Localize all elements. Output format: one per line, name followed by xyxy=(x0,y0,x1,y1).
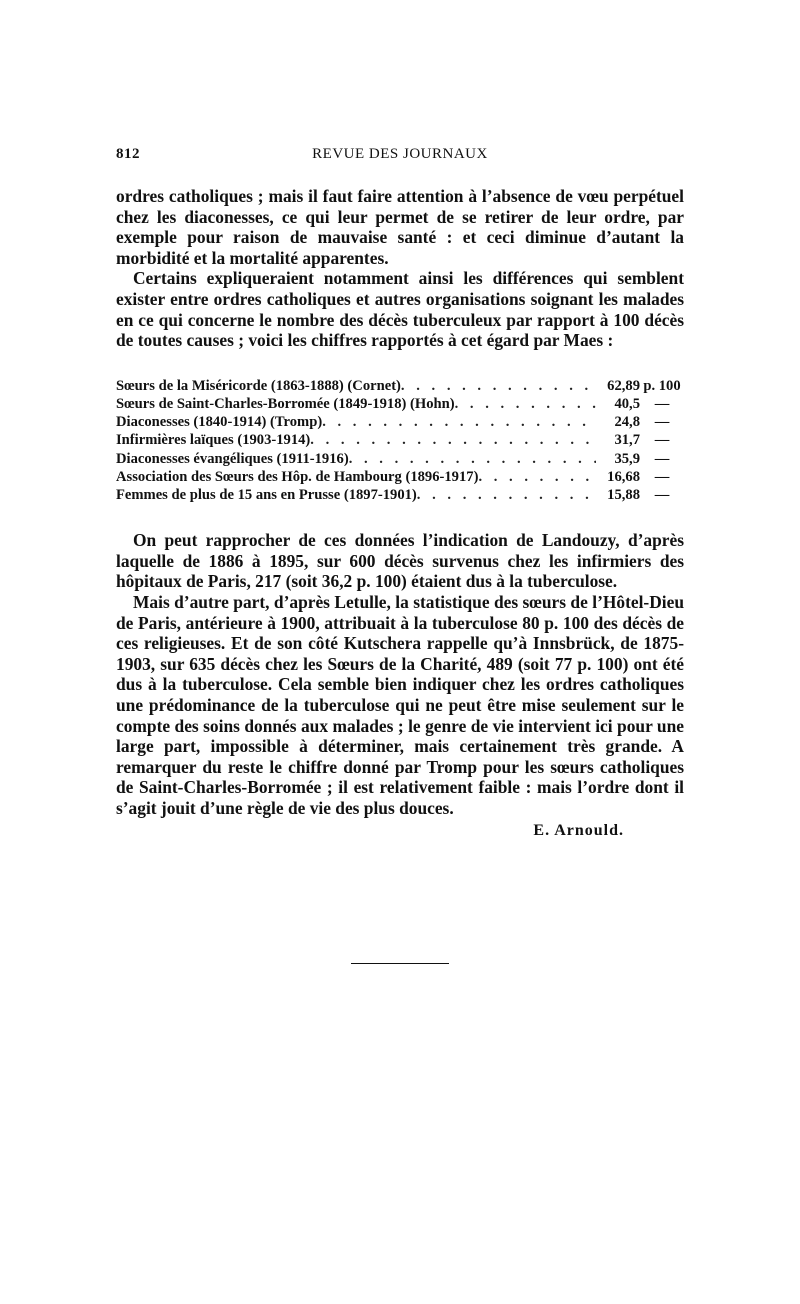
leader-dots xyxy=(322,413,596,431)
row-unit: p. 100 xyxy=(643,377,681,394)
leader-dots xyxy=(478,468,596,486)
table-row xyxy=(116,468,684,486)
row-unit: — xyxy=(654,432,670,449)
leader-dots xyxy=(455,395,596,413)
row-unit: — xyxy=(654,468,670,485)
page xyxy=(116,146,684,840)
row-value: 62,89 xyxy=(607,377,640,394)
statistics-table xyxy=(116,377,684,504)
table-row xyxy=(116,431,684,449)
paragraph-landouzy: On peut rapprocher de ces données l’indication de Landouzy, d’après laquelle de 1886 à 1895, sur 600 décès survenus chez les infirmiers des hôpitaux de Paris, 217 (soit 36,2 p. 100) étaient dus à la tuberculose. xyxy=(116,530,684,592)
page-number: 812 xyxy=(116,146,140,162)
row-label: Diaconesses évangéliques (1911-1916) xyxy=(116,450,349,467)
row-unit: — xyxy=(654,450,670,467)
page-header xyxy=(116,146,684,170)
row-unit: — xyxy=(654,486,670,503)
row-label: Sœurs de Saint-Charles-Borromée (1849-1918) (Hohn) xyxy=(116,395,455,412)
leader-dots xyxy=(310,431,596,449)
row-unit: — xyxy=(654,395,670,412)
end-rule xyxy=(351,963,449,964)
table-row xyxy=(116,413,684,431)
row-label: Diaconesses (1840-1914) (Tromp) xyxy=(116,414,323,431)
table-row xyxy=(116,450,684,468)
row-value: 31,7 xyxy=(614,432,640,449)
table-row xyxy=(116,486,684,504)
running-title: REVUE DES JOURNAUX xyxy=(312,146,488,162)
article-body-continued xyxy=(116,530,684,818)
author-signature: E. Arnould. xyxy=(533,822,624,840)
row-label: Infirmières laïques (1903-1914) xyxy=(116,432,311,449)
paragraph-intro-table: Certains expliqueraient notamment ainsi les différences qui semblent exister entre ordres catholiques et autres organisations soignant les malades en ce qui concerne le nombre des décès tuberculeux par rapport à 100 décès de toutes causes ; voici les chiffres rapportés à cet égard par Maes : xyxy=(116,268,684,351)
paragraph-letulle: Mais d’autre part, d’après Letulle, la statistique des sœurs de l’Hôtel-Dieu de Paris, antérieure à 1900, attribuait à la tuberculose 80 p. 100 des décès de ces religieuses. Et de son côté Kutschera rappelle qu’à Innsbrück, de 1875-1903, sur 635 décès chez les Sœurs de la Charité, 489 (soit 77 p. 100) ont été dus à la tuberculose. Cela semble bien indiquer chez les ordres catholiques une prédominance de la tuberculose qui ne peut être mise seulement sur le compte des soins donnés aux malades ; le genre de vie intervient ici pour une large part, impossible à déterminer, mais certainement très grande. A remarquer du reste le chiffre donné par Tromp pour les sœurs catholiques de Saint-Charles-Borromée ; il est relativement faible : mais l’ordre dont il s’agit jouit d’une règle de vie des plus douces. xyxy=(116,591,684,818)
table-row xyxy=(116,395,684,413)
row-label: Femmes de plus de 15 ans en Prusse (1897-1901) xyxy=(116,486,417,503)
row-label: Association des Sœurs des Hôp. de Hambourg (1896-1917) xyxy=(116,468,479,485)
row-value: 35,9 xyxy=(614,450,640,467)
table-row xyxy=(116,377,684,395)
paragraph-continued: ordres catholiques ; mais il faut faire attention à l’absence de vœu perpétuel chez les diaconesses, ce qui leur permet de se retirer de leur ordre, par exemple pour raison de mauvaise santé : et ceci diminue d’autant la morbidité et la mortalité apparentes. xyxy=(116,186,684,268)
leader-dots xyxy=(349,450,596,468)
leader-dots xyxy=(401,377,596,395)
row-label: Sœurs de la Miséricorde (1863-1888) (Cornet) xyxy=(116,377,401,394)
article-body xyxy=(116,186,684,351)
row-value: 40,5 xyxy=(614,395,640,412)
row-unit: — xyxy=(654,414,670,431)
row-value: 15,88 xyxy=(607,486,640,503)
leader-dots xyxy=(417,486,596,504)
row-value: 16,68 xyxy=(607,468,640,485)
row-value: 24,8 xyxy=(614,414,640,431)
